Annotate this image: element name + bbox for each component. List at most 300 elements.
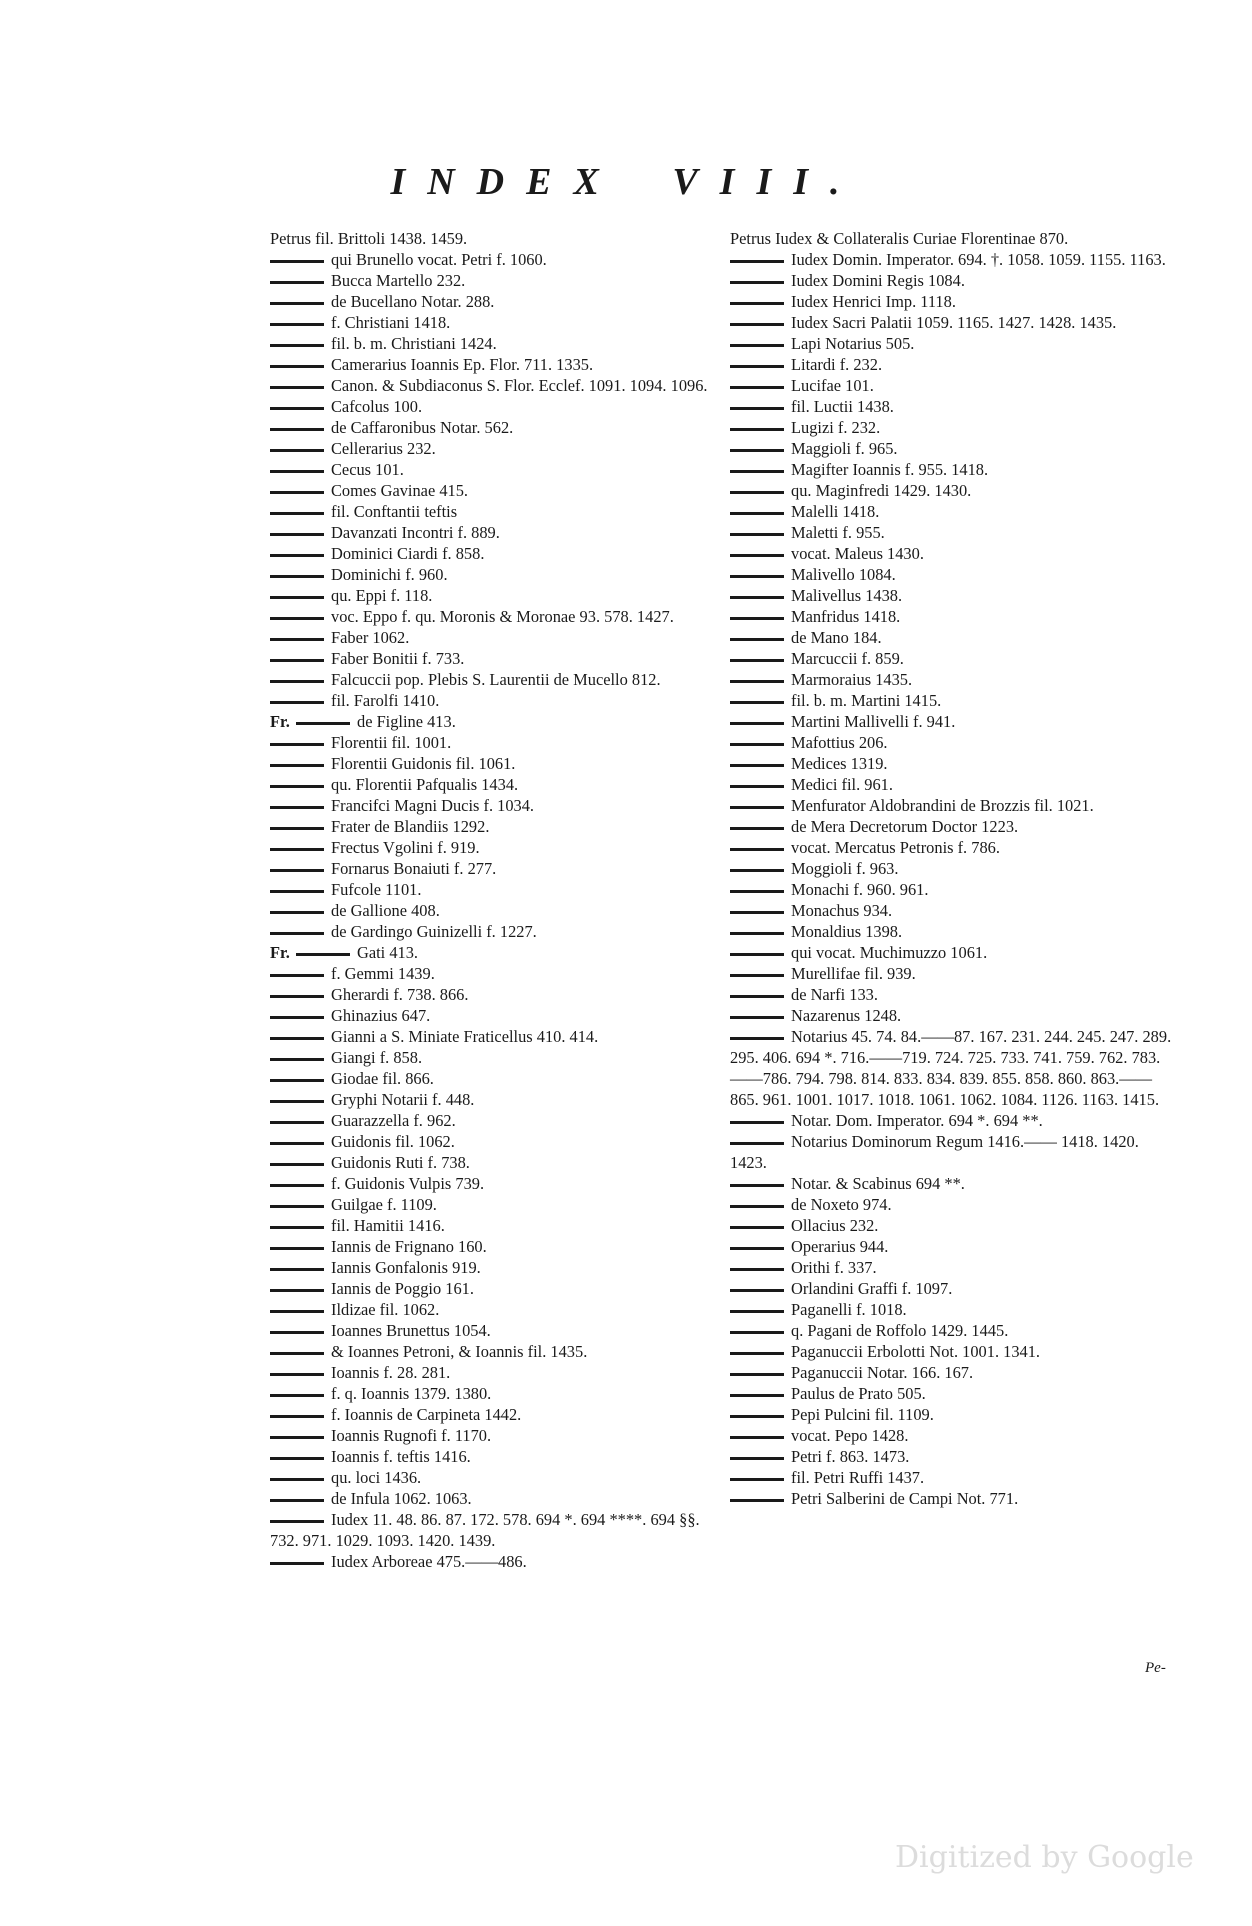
index-entry [270,1404,710,1425]
ditto-dash [270,1268,324,1271]
ditto-dash [730,260,784,263]
index-entry [730,522,1178,543]
index-entry [730,1320,1178,1341]
entry-text: Iudex Sacri Palatii 1059. 1165. 1427. 1428. 1435. [791,313,1117,332]
index-entry [270,1278,710,1299]
index-entry [270,291,710,312]
index-entry [270,711,710,732]
entry-text: Giangi f. 858. [331,1048,423,1067]
catchword: Pe- [1145,1660,1166,1676]
entry-text: Notarius Dominorum Regum 1416.—— 1418. 1420. 1423. [730,1132,1139,1172]
ditto-dash [730,617,784,620]
index-entry [270,837,710,858]
entry-text: Marmoraius 1435. [791,670,913,689]
entry-text: qui Brunello vocat. Petri f. 1060. [331,250,547,269]
entry-text: Martini Mallivelli f. 941. [791,712,956,731]
entry-text: Gati 413. [357,943,419,962]
entry-text: Orithi f. 337. [791,1258,877,1277]
index-entry [730,1236,1178,1257]
entry-text: Nazarenus 1248. [791,1006,902,1025]
ditto-dash [270,890,324,893]
entry-text: de Mera Decretorum Doctor 1223. [791,817,1019,836]
ditto-dash [270,1142,324,1145]
entry-text: qu. Florentii Pafqualis 1434. [331,775,519,794]
index-entry [270,1362,710,1383]
ditto-dash [730,1352,784,1355]
entry-text: Frater de Blandiis 1292. [331,817,490,836]
index-entry [730,627,1178,648]
index-entry [730,501,1178,522]
ditto-dash [270,386,324,389]
index-entry [270,627,710,648]
ditto-dash [730,680,784,683]
entry-text: Cafcolus 100. [331,397,423,416]
ditto-dash [730,1184,784,1187]
index-entry [270,1488,710,1509]
ditto-dash [730,1499,784,1502]
index-entry [270,669,710,690]
entry-text: Camerarius Ioannis Ep. Flor. 711. 1335. [331,355,594,374]
ditto-dash [270,1121,324,1124]
entry-text: Falcuccii pop. Plebis S. Laurentii de Mucello 812. [331,670,661,689]
entry-text: & Ioannes Petroni, & Ioannis fil. 1435. [331,1342,588,1361]
index-entry [730,753,1178,774]
index-entry [270,942,710,963]
index-entry [730,375,1178,396]
entry-text: Ioannis Rugnofi f. 1170. [331,1426,492,1445]
index-entry [270,1299,710,1320]
index-entry [730,1026,1178,1110]
ditto-dash [270,1247,324,1250]
ditto-dash [730,407,784,410]
ditto-dash [730,785,784,788]
index-entry [270,858,710,879]
ditto-dash [730,302,784,305]
entry-text: Guidonis Ruti f. 738. [331,1153,470,1172]
index-entry [270,1215,710,1236]
ditto-dash [730,953,784,956]
entry-text: Ghinazius 647. [331,1006,431,1025]
entry-text: Petri f. 863. 1473. [791,1447,910,1466]
ditto-dash [730,470,784,473]
index-entry [270,228,710,249]
index-entry [270,1026,710,1047]
index-entry [270,1131,710,1152]
ditto-dash [270,764,324,767]
index-entry [270,606,710,627]
ditto-dash [730,890,784,893]
entry-text: Maletti f. 955. [791,523,885,542]
entry-text: Ioannis f. 28. 281. [331,1363,451,1382]
entry-text: Paganuccii Notar. 166. 167. [791,1363,974,1382]
ditto-dash [270,995,324,998]
ditto-dash [270,1226,324,1229]
entry-text: qui vocat. Muchimuzzo 1061. [791,943,988,962]
entry-text: f. Christiani 1418. [331,313,451,332]
index-entry [730,1257,1178,1278]
ditto-dash [270,1100,324,1103]
entry-text: Malivello 1084. [791,565,896,584]
index-entry [270,690,710,711]
entry-text: Monaldius 1398. [791,922,903,941]
index-column-right [730,228,1178,1509]
entry-text: Guilgae f. 1109. [331,1195,437,1214]
entry-text: Dominichi f. 960. [331,565,448,584]
entry-text: fil. Conftantii teftis [331,502,458,521]
ditto-dash [730,1226,784,1229]
entry-text: Ioannis f. teftis 1416. [331,1447,471,1466]
entry-text: Lucifae 101. [791,376,874,395]
ditto-dash [270,1058,324,1061]
index-entry [270,417,710,438]
ditto-dash [730,1331,784,1334]
index-entry [270,1152,710,1173]
index-entry [730,417,1178,438]
entry-text: Orlandini Graffi f. 1097. [791,1279,953,1298]
entry-text: qu. Maginfredi 1429. 1430. [791,481,972,500]
index-entry [270,900,710,921]
ditto-dash [730,1247,784,1250]
entry-text: fil. Petri Ruffi 1437. [791,1468,925,1487]
index-entry [270,795,710,816]
ditto-dash [270,449,324,452]
index-entry [730,900,1178,921]
entry-text: de Gallione 408. [331,901,440,920]
index-entry [270,879,710,900]
index-entry [270,1320,710,1341]
index-entry [730,228,1178,249]
index-entry [270,396,710,417]
entry-text: Murellifae fil. 939. [791,964,916,983]
index-entry [270,921,710,942]
index-entry [730,1278,1178,1299]
entry-text: Marcuccii f. 859. [791,649,904,668]
ditto-dash [270,1331,324,1334]
ditto-dash [730,1268,784,1271]
entry-text: de Narfi 133. [791,985,878,1004]
ditto-dash [270,1457,324,1460]
ditto-dash [730,344,784,347]
ditto-dash [270,1436,324,1439]
ditto-dash [270,785,324,788]
entry-text: f. q. Ioannis 1379. 1380. [331,1384,492,1403]
entry-text: Maggioli f. 965. [791,439,898,458]
entry-text: Paulus de Prato 505. [791,1384,926,1403]
ditto-dash [730,386,784,389]
ditto-dash [270,848,324,851]
index-entry [730,963,1178,984]
entry-text: Notar. & Scabinus 694 **. [791,1174,965,1193]
ditto-dash [270,365,324,368]
entry-text: voc. Eppo f. qu. Moronis & Moronae 93. 578. 1427. [331,607,674,626]
index-entry [270,375,710,396]
index-entry [730,1425,1178,1446]
ditto-dash [730,1205,784,1208]
index-entry [730,333,1178,354]
entry-text: fil. Luctii 1438. [791,397,894,416]
index-entry [270,1509,710,1551]
ditto-dash [270,1037,324,1040]
index-entry [270,354,710,375]
entry-text: Monachi f. 960. 961. [791,880,929,899]
entry-text: Iudex Henrici Imp. 1118. [791,292,956,311]
index-entry [730,396,1178,417]
ditto-dash [730,1373,784,1376]
ditto-dash [270,1562,324,1565]
ditto-dash [270,1184,324,1187]
index-entry [270,753,710,774]
entry-text: Florentii Guidonis fil. 1061. [331,754,516,773]
ditto-dash [730,1436,784,1439]
index-entry [730,249,1178,270]
index-entry [270,480,710,501]
entry-text: qu. loci 1436. [331,1468,422,1487]
entry-text: de Noxeto 974. [791,1195,892,1214]
ditto-dash [730,659,784,662]
entry-text: fil. b. m. Christiani 1424. [331,334,497,353]
index-entry [270,1551,710,1572]
ditto-dash [270,554,324,557]
entry-text: Litardi f. 232. [791,355,883,374]
ditto-dash [730,932,784,935]
entry-text: Ildizae fil. 1062. [331,1300,440,1319]
index-entry [270,522,710,543]
ditto-dash [270,1016,324,1019]
ditto-dash [730,575,784,578]
index-entry [730,1005,1178,1026]
ditto-dash [270,260,324,263]
index-entry [730,921,1178,942]
entry-text: Guarazzella f. 962. [331,1111,456,1130]
entry-text: Iudex Domini Regis 1084. [791,271,965,290]
index-entry [730,795,1178,816]
ditto-dash [730,323,784,326]
index-entry [730,1131,1178,1173]
index-entry [730,1110,1178,1131]
entry-text: Florentii fil. 1001. [331,733,452,752]
entry-text: Fufcole 1101. [331,880,422,899]
ditto-dash [270,1478,324,1481]
entry-text: vocat. Pepo 1428. [791,1426,909,1445]
ditto-dash [270,575,324,578]
ditto-dash [270,974,324,977]
entry-text: Faber 1062. [331,628,410,647]
entry-text: Guidonis fil. 1062. [331,1132,455,1151]
ditto-dash [270,1352,324,1355]
entry-text: Notar. Dom. Imperator. 694 *. 694 **. [791,1111,1043,1130]
index-entry [730,669,1178,690]
entry-prefix: Fr. [270,943,290,962]
ditto-dash [270,344,324,347]
ditto-dash [270,1499,324,1502]
entry-text: Giodae fil. 866. [331,1069,434,1088]
entry-text: Malelli 1418. [791,502,880,521]
index-entry [270,1110,710,1131]
entry-text: Canon. & Subdiaconus S. Flor. Ecclef. 1091. 1094. 1096. [331,376,708,395]
ditto-dash [270,743,324,746]
index-entry [270,459,710,480]
entry-text: Iannis de Frignano 160. [331,1237,487,1256]
index-entry [730,270,1178,291]
ditto-dash [730,1142,784,1145]
ditto-dash [270,1394,324,1397]
ditto-dash [730,596,784,599]
index-entry [730,774,1178,795]
index-entry [270,1467,710,1488]
ditto-dash [270,533,324,536]
ditto-dash [270,1289,324,1292]
ditto-dash [730,806,784,809]
page-title: INDEX VIII. [390,161,862,203]
index-entry [730,858,1178,879]
index-entry [730,1341,1178,1362]
entry-text: Monachus 934. [791,901,893,920]
entry-text: de Mano 184. [791,628,882,647]
ditto-dash [730,764,784,767]
index-entry [270,1425,710,1446]
entry-text: de Figline 413. [357,712,456,731]
entry-text: Davanzati Incontri f. 889. [331,523,500,542]
entry-text: Moggioli f. 963. [791,859,899,878]
ditto-dash [270,638,324,641]
ditto-dash [730,1037,784,1040]
ditto-dash [730,911,784,914]
entry-text: f. Gemmi 1439. [331,964,435,983]
ditto-dash [730,827,784,830]
entry-text: vocat. Maleus 1430. [791,544,924,563]
index-entry [730,291,1178,312]
ditto-dash [270,869,324,872]
index-entry [270,1005,710,1026]
index-entry [270,1257,710,1278]
index-entry [730,438,1178,459]
ditto-dash [270,1310,324,1313]
ditto-dash [730,533,784,536]
index-entry [270,438,710,459]
entry-text: Bucca Martello 232. [331,271,466,290]
ditto-dash [270,932,324,935]
ditto-dash [730,869,784,872]
ditto-dash [730,974,784,977]
index-entry [730,1404,1178,1425]
ditto-dash [730,1310,784,1313]
ditto-dash [730,1394,784,1397]
ditto-dash [730,1457,784,1460]
index-entry [730,543,1178,564]
entry-text: f. Guidonis Vulpis 739. [331,1174,485,1193]
index-entry [730,879,1178,900]
index-entry [270,333,710,354]
index-entry [730,606,1178,627]
ditto-dash [730,281,784,284]
index-entry [270,501,710,522]
entry-text: Cecus 101. [331,460,404,479]
index-entry [730,312,1178,333]
ditto-dash [270,1520,324,1523]
entry-text: Gianni a S. Miniate Fraticellus 410. 414. [331,1027,599,1046]
index-entry [270,270,710,291]
entry-text: Operarius 944. [791,1237,889,1256]
ditto-dash [270,407,324,410]
index-entry [270,648,710,669]
ditto-dash [730,449,784,452]
entry-text: Medici fil. 961. [791,775,893,794]
ditto-dash [730,1478,784,1481]
digitized-watermark: Digitized by Google [895,1840,1194,1875]
entry-text: f. Ioannis de Carpineta 1442. [331,1405,522,1424]
ditto-dash [730,638,784,641]
index-entry [270,564,710,585]
entry-text: Medices 1319. [791,754,888,773]
entry-text: Faber Bonitii f. 733. [331,649,465,668]
entry-text: de Gardingo Guinizelli f. 1227. [331,922,537,941]
ditto-dash [270,302,324,305]
entry-text: fil. Farolfi 1410. [331,691,440,710]
ditto-dash [730,1289,784,1292]
entry-text: fil. b. m. Martini 1415. [791,691,942,710]
entry-text: Lapi Notarius 505. [791,334,915,353]
entry-text: Paganuccii Erbolotti Not. 1001. 1341. [791,1342,1041,1361]
entry-text: Paganelli f. 1018. [791,1300,907,1319]
entry-text: Ollacius 232. [791,1216,879,1235]
entry-text: Magifter Ioannis f. 955. 1418. [791,460,989,479]
index-entry [730,942,1178,963]
ditto-dash [730,995,784,998]
index-entry [270,774,710,795]
index-entry [730,1383,1178,1404]
entry-text: Menfurator Aldobrandini de Brozzis fil. 1021. [791,796,1094,815]
entry-text: Lugizi f. 232. [791,418,881,437]
index-entry [270,1194,710,1215]
ditto-dash [270,1079,324,1082]
ditto-dash [270,428,324,431]
ditto-dash [270,806,324,809]
index-entry [270,1341,710,1362]
index-entry [730,354,1178,375]
entry-text: de Bucellano Notar. 288. [331,292,495,311]
index-entry [730,459,1178,480]
entry-text: q. Pagani de Roffolo 1429. 1445. [791,1321,1009,1340]
entry-text: qu. Eppi f. 118. [331,586,433,605]
index-entry [270,1173,710,1194]
index-entry [730,1362,1178,1383]
index-entry [730,984,1178,1005]
index-entry [270,1047,710,1068]
entry-text: Comes Gavinae 415. [331,481,469,500]
index-entry [270,732,710,753]
entry-text: Gherardi f. 738. 866. [331,985,469,1004]
entry-text: Pepi Pulcini fil. 1109. [791,1405,934,1424]
entry-text: Gryphi Notarii f. 448. [331,1090,475,1109]
index-entry [270,1236,710,1257]
ditto-dash [270,1415,324,1418]
entry-text: Frectus Vgolini f. 919. [331,838,480,857]
ditto-dash [270,701,324,704]
index-entry [730,816,1178,837]
entry-text: Iudex Arboreae 475.——486. [331,1552,527,1571]
index-entry [730,732,1178,753]
ditto-dash [270,911,324,914]
ditto-dash [270,617,324,620]
entry-text: Fornarus Bonaiuti f. 277. [331,859,497,878]
index-entry [730,1173,1178,1194]
index-entry [730,1299,1178,1320]
index-entry [270,312,710,333]
index-entry [730,648,1178,669]
ditto-dash [270,827,324,830]
index-entry [270,984,710,1005]
entry-text: Mafottius 206. [791,733,888,752]
